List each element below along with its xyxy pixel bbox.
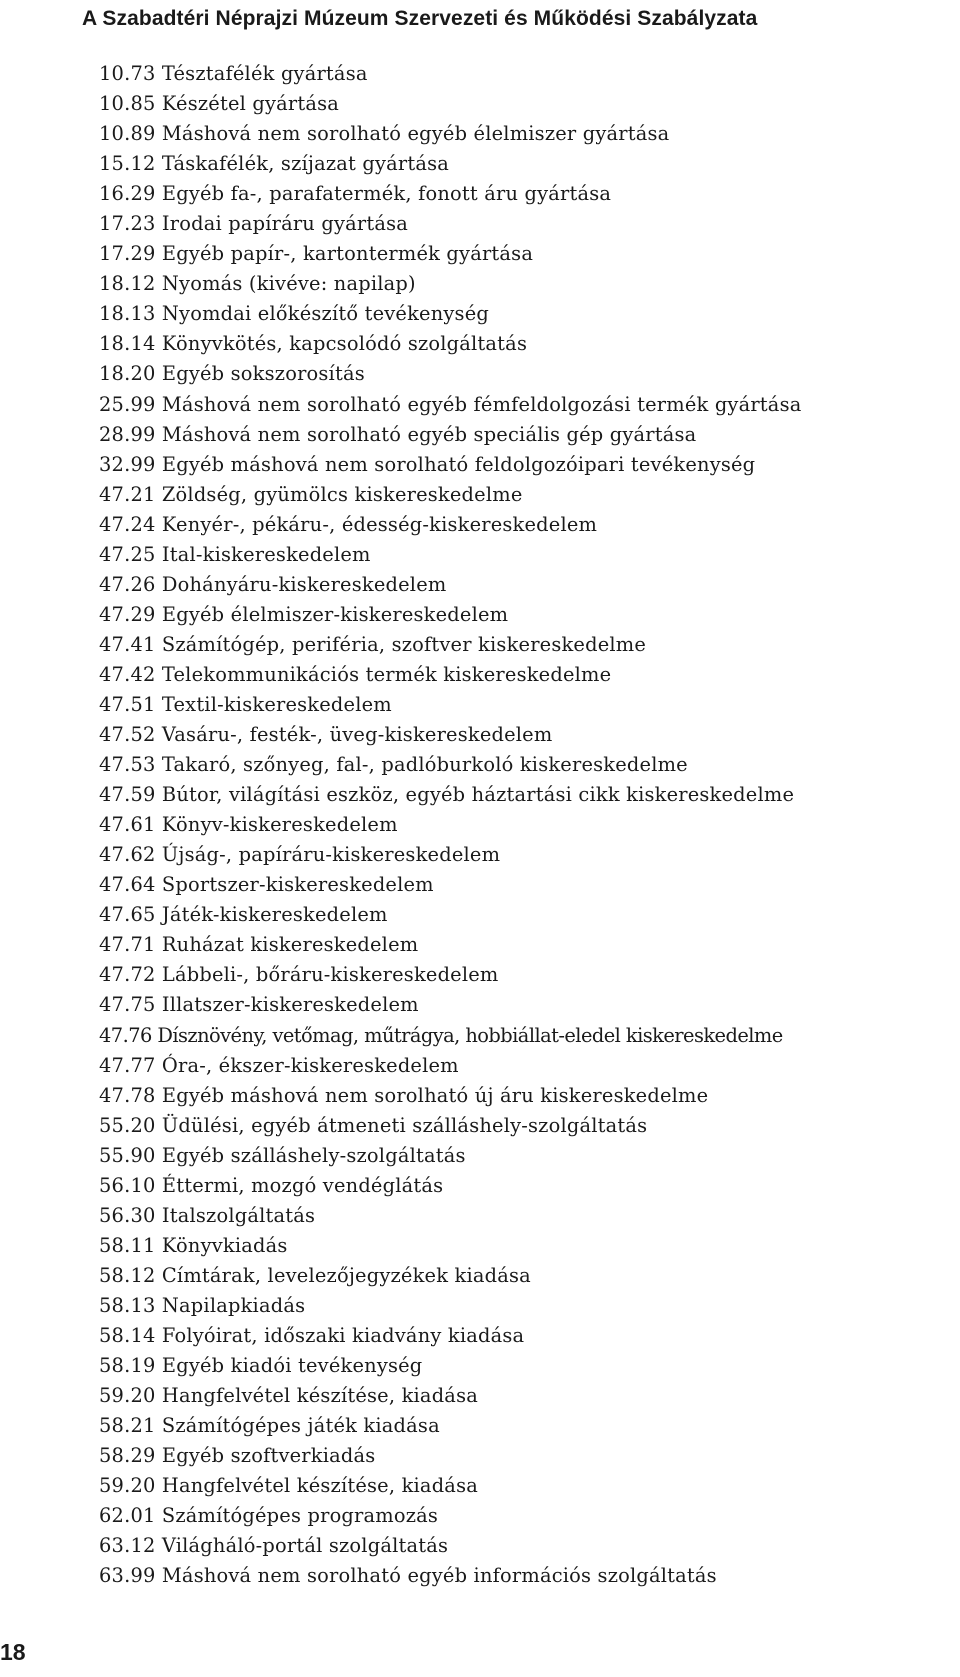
activity-item: 56.30 Italszolgáltatás [99, 1203, 316, 1227]
activity-item: 47.72 Lábbeli-, bőráru-kiskereskedelem [99, 963, 499, 987]
page-header-title: A Szabadtéri Néprajzi Múzeum Szervezeti és Működési Szabályzata [82, 7, 758, 30]
activity-item: 47.64 Sportszer-kiskereskedelem [99, 873, 434, 897]
activity-item: 47.75 Illatszer-kiskereskedelem [99, 993, 419, 1017]
activity-item: 25.99 Máshová nem sorolható egyéb fémfeldolgozási termék gyártása [99, 392, 802, 416]
activity-item: 58.19 Egyéb kiadói tevékenység [99, 1354, 423, 1378]
activity-item: 10.85 Készétel gyártása [99, 92, 340, 116]
activity-item: 17.23 Irodai papíráru gyártása [99, 212, 409, 236]
activity-item: 47.24 Kenyér-, pékáru-, édesség-kiskereskedelem [99, 512, 598, 536]
activity-item: 47.42 Telekommunikációs termék kiskereskedelme [99, 662, 612, 686]
activity-item: 47.51 Textil-kiskereskedelem [99, 692, 392, 716]
activity-item: 16.29 Egyéb fa-, parafatermék, fonott áru gyártása [99, 182, 612, 206]
activity-item: 63.99 Máshová nem sorolható egyéb információs szolgáltatás [99, 1564, 717, 1588]
activity-item: 47.25 Ital-kiskereskedelem [99, 542, 371, 566]
activity-item: 58.14 Folyóirat, időszaki kiadvány kiadása [99, 1323, 525, 1347]
activity-item: 55.90 Egyéb szálláshely-szolgáltatás [99, 1143, 466, 1167]
activity-item: 47.21 Zöldség, gyümölcs kiskereskedelme [99, 482, 523, 506]
activity-item: 47.71 Ruházat kiskereskedelem [99, 933, 419, 957]
activity-item: 10.73 Tésztafélék gyártása [99, 62, 368, 85]
activity-item: 18.12 Nyomás (kivéve: napilap) [99, 272, 416, 296]
activity-item: 47.76 Dísznövény, vetőmag, műtrágya, hobbiállat-eledel kiskereskedelme [99, 1023, 783, 1047]
activity-item: 47.78 Egyéb máshová nem sorolható új áru kiskereskedelme [99, 1083, 709, 1107]
activity-list [99, 59, 801, 1591]
activity-item: 47.59 Bútor, világítási eszköz, egyéb háztartási cikk kiskereskedelme [99, 783, 795, 807]
activity-item: 32.99 Egyéb máshová nem sorolható feldolgozóipari tevékenység [99, 452, 756, 476]
activity-item: 47.53 Takaró, szőnyeg, fal-, padlóburkoló kiskereskedelme [99, 753, 688, 777]
activity-item: 28.99 Máshová nem sorolható egyéb speciális gép gyártása [99, 422, 697, 446]
activity-item: 58.13 Napilapkiadás [99, 1293, 306, 1317]
activity-item: 47.77 Óra-, ékszer-kiskereskedelem [99, 1053, 459, 1077]
activity-item: 18.14 Könyvkötés, kapcsolódó szolgáltatás [99, 332, 528, 356]
activity-item: 47.29 Egyéb élelmiszer-kiskereskedelem [99, 602, 509, 626]
activity-item: 59.20 Hangfelvétel készítése, kiadása [99, 1384, 478, 1408]
activity-item: 62.01 Számítógépes programozás [99, 1504, 439, 1528]
activity-item: 17.29 Egyéb papír-, kartontermék gyártása [99, 242, 534, 266]
activity-item: 47.65 Játék-kiskereskedelem [99, 903, 388, 927]
activity-item: 47.62 Újság-, papíráru-kiskereskedelem [99, 843, 501, 867]
activity-item: 55.20 Üdülési, egyéb átmeneti szálláshely-szolgáltatás [99, 1113, 648, 1137]
activity-item: 58.11 Könyvkiadás [99, 1233, 288, 1257]
activity-item: 47.26 Dohányáru-kiskereskedelem [99, 572, 447, 596]
activity-item: 59.20 Hangfelvétel készítése, kiadása [99, 1474, 478, 1498]
activity-item: 15.12 Táskafélék, szíjazat gyártása [99, 152, 450, 176]
activity-item: 18.20 Egyéb sokszorosítás [99, 362, 365, 386]
activity-item: 47.61 Könyv-kiskereskedelem [99, 813, 398, 837]
activity-item: 56.10 Éttermi, mozgó vendéglátás [99, 1173, 444, 1197]
activity-item: 63.12 Világháló-portál szolgáltatás [99, 1534, 449, 1558]
activity-item: 58.29 Egyéb szoftverkiadás [99, 1444, 376, 1468]
activity-item: 10.89 Máshová nem sorolható egyéb élelmiszer gyártása [99, 122, 670, 146]
activity-item: 18.13 Nyomdai előkészítő tevékenység [99, 302, 489, 326]
page-number: 18 [0, 1639, 26, 1665]
activity-item: 47.41 Számítógép, periféria, szoftver kiskereskedelme [99, 632, 647, 656]
activity-item: 47.52 Vasáru-, festék-, üveg-kiskereskedelem [99, 723, 553, 747]
activity-item: 58.21 Számítógépes játék kiadása [99, 1414, 440, 1438]
activity-item: 58.12 Címtárak, levelezőjegyzékek kiadása [99, 1263, 531, 1287]
